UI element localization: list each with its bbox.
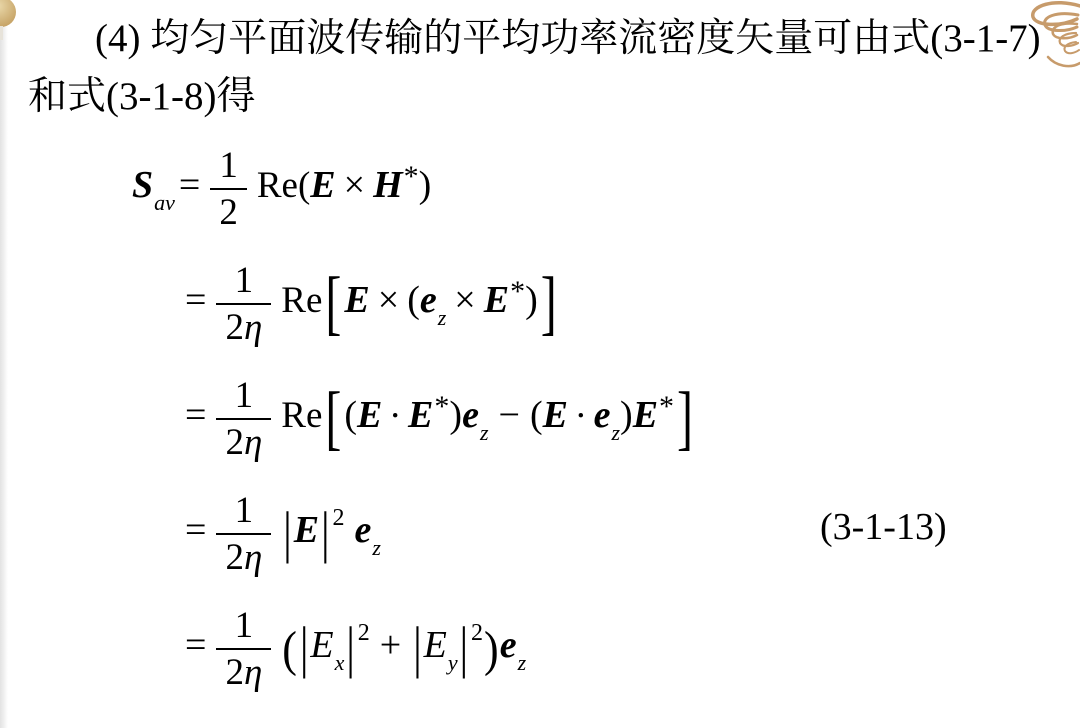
equals-sign: =	[185, 394, 207, 436]
numerator: 1	[234, 375, 254, 417]
scalar-Ey: E	[423, 624, 447, 666]
equation-number: (3-1-13)	[820, 506, 947, 548]
equals-sign: =	[185, 624, 207, 666]
abs-bar: |	[413, 618, 422, 681]
right-bracket: ]	[540, 263, 557, 344]
vector-E: E	[408, 394, 434, 436]
subscript-z: z	[611, 420, 621, 445]
subscript-z: z	[372, 535, 381, 560]
dot-product-sign: ⋅	[389, 398, 402, 435]
denominator-2: 2	[225, 652, 244, 694]
unit-vector-e: e	[462, 394, 479, 436]
subscript-y: y	[447, 650, 458, 675]
left-paren: (	[344, 394, 358, 436]
right-bracket: ]	[677, 378, 694, 459]
fraction-one-over-2eta	[216, 606, 271, 692]
plus-sign: +	[379, 624, 402, 666]
subscript-z: z	[517, 650, 527, 675]
eta-symbol: η	[243, 537, 263, 579]
cross-product-sign: ×	[454, 279, 476, 321]
heading-line1: (4) 均匀平面波传输的平均功率流密度矢量可由式(3-1-7)	[95, 17, 1041, 60]
re-operator: Re	[281, 395, 323, 436]
subscript-av: av	[154, 190, 175, 215]
conjugate-star: *	[403, 160, 419, 193]
cross-product-sign: ×	[343, 164, 366, 206]
left-paren: (	[529, 394, 543, 436]
equation-line-5	[132, 588, 696, 703]
fraction-one-over-2eta	[216, 261, 271, 347]
fraction-one-half	[210, 146, 247, 232]
numerator: 1	[219, 145, 238, 187]
conjugate-star: *	[510, 275, 526, 308]
right-paren: )	[620, 394, 633, 436]
denominator-2: 2	[225, 537, 244, 579]
vector-E: E	[542, 394, 568, 436]
denominator: 2	[210, 188, 247, 232]
vector-S: S	[132, 164, 154, 206]
unit-vector-e: e	[499, 624, 517, 666]
denominator	[216, 648, 271, 692]
equals-sign: =	[185, 279, 207, 321]
denominator	[216, 303, 271, 347]
equation-line-4	[132, 473, 696, 588]
fraction-one-over-2eta	[216, 491, 271, 577]
unit-vector-e: e	[419, 279, 437, 321]
vector-E: E	[632, 394, 659, 436]
re-operator-open-paren: Re(	[256, 165, 311, 206]
denominator	[216, 418, 271, 462]
vector-E: E	[357, 394, 383, 436]
equation-line-3	[132, 358, 696, 473]
conjugate-star: *	[434, 390, 450, 423]
re-operator: Re	[281, 280, 323, 321]
vector-E: E	[310, 164, 336, 206]
superscript-2: 2	[471, 620, 484, 646]
abs-bar: |	[283, 503, 292, 566]
scalar-Ex: E	[310, 624, 334, 666]
denominator	[216, 533, 271, 577]
superscript-2: 2	[332, 505, 345, 531]
eta-symbol: η	[243, 652, 263, 694]
vector-H: H	[373, 164, 403, 206]
left-paren: (	[407, 279, 420, 321]
abs-bar: |	[346, 618, 355, 681]
right-paren: )	[449, 394, 463, 436]
subscript-z: z	[479, 420, 489, 445]
cross-product-sign: ×	[377, 279, 400, 321]
numerator: 1	[234, 605, 254, 647]
equation-line-2	[132, 243, 696, 358]
equation-line-1	[132, 128, 696, 243]
left-bracket: [	[325, 263, 342, 344]
abs-bar: |	[321, 503, 330, 566]
abs-bar: |	[299, 618, 309, 681]
right-paren: )	[418, 164, 432, 206]
dot-product-sign: ⋅	[574, 398, 587, 435]
abs-bar: |	[459, 618, 469, 681]
subscript-z: z	[437, 305, 447, 330]
minus-sign: −	[498, 394, 520, 436]
left-bracket: [	[325, 378, 342, 459]
heading-line2: 和式(3-1-8)得	[28, 75, 256, 118]
denominator-2: 2	[225, 422, 244, 464]
eta-symbol: η	[243, 422, 263, 464]
equals-sign: =	[178, 164, 201, 206]
unit-vector-e: e	[354, 509, 372, 551]
numerator: 1	[234, 260, 254, 302]
right-paren: )	[484, 622, 499, 678]
eta-symbol: η	[243, 307, 263, 349]
subscript-x: x	[334, 650, 345, 675]
conjugate-star: *	[659, 390, 675, 423]
vector-E: E	[293, 509, 320, 551]
heading	[0, 10, 1080, 126]
numerator: 1	[234, 490, 254, 532]
vector-E: E	[483, 279, 510, 321]
left-paren: (	[282, 622, 297, 678]
equation-block	[132, 128, 696, 703]
fraction-one-over-2eta	[216, 376, 271, 462]
vector-E: E	[344, 279, 370, 321]
superscript-2: 2	[357, 620, 370, 646]
equals-sign: =	[185, 509, 207, 551]
unit-vector-e: e	[593, 394, 611, 436]
right-paren: )	[525, 279, 538, 321]
denominator-2: 2	[225, 307, 244, 349]
